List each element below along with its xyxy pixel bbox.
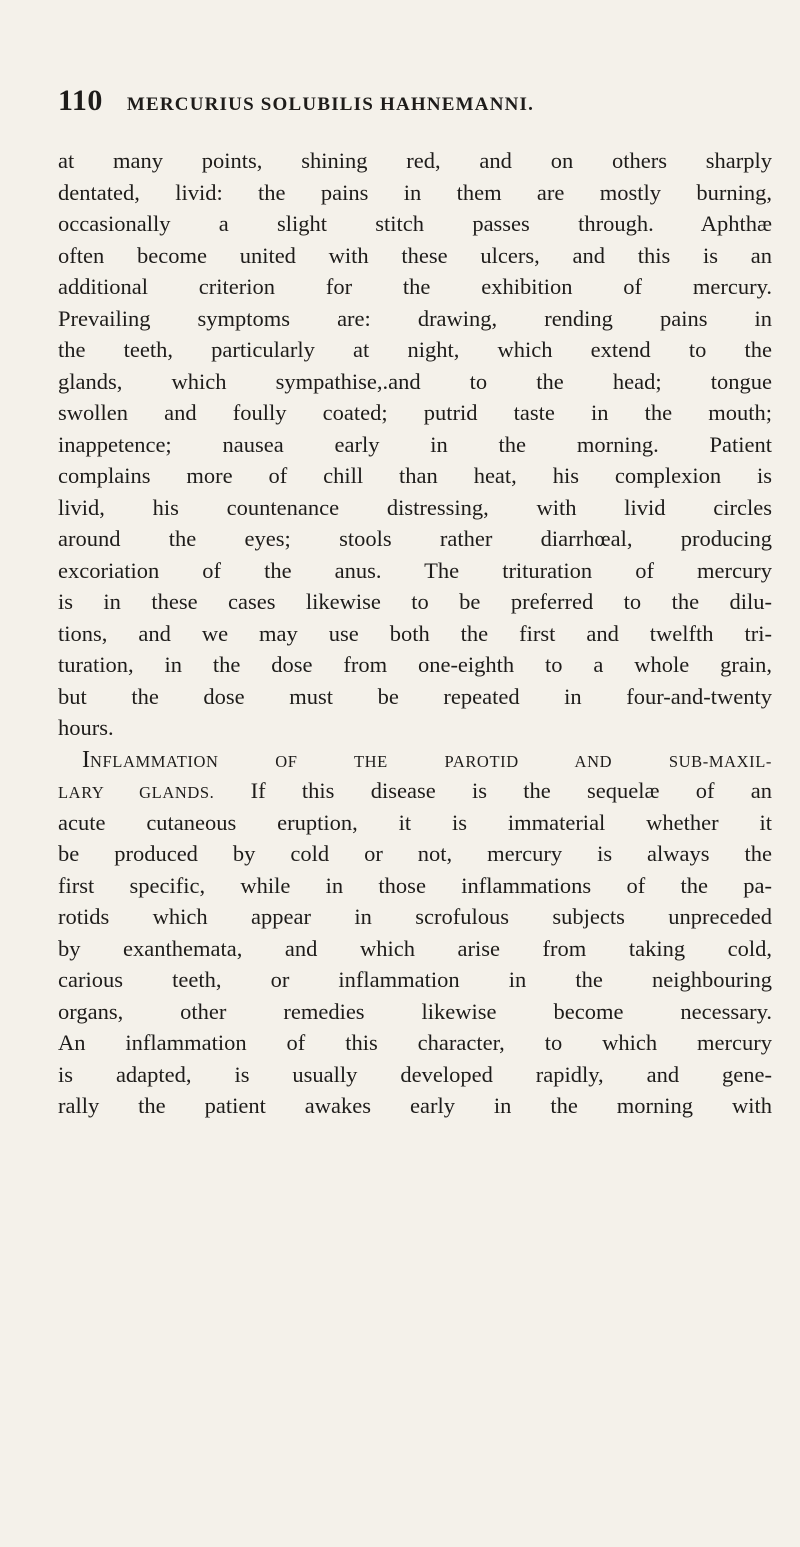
text-line [58, 775, 772, 807]
paragraph-2 [58, 744, 772, 1122]
text-line: Prevailing symptoms are: drawing, rending pains in [58, 305, 772, 331]
text-line: additional criterion for the exhibition of mercury. [58, 274, 772, 299]
text-line: rally the patient awakes early in the morning with [58, 1093, 772, 1118]
text-line: hours. [58, 715, 114, 740]
text-line: dentated, livid: the pains in them are mostly burning, [58, 179, 772, 205]
heading-initial: I [82, 746, 90, 773]
text-line: turation, in the dose from one-eighth to a whole grain, [58, 652, 772, 677]
text-line: is in these cases likewise to be preferred to the dilu- [58, 589, 772, 614]
text-line: often become united with these ulcers, and this is an [58, 242, 772, 268]
text-line: livid, his countenance distressing, with livid circles [58, 494, 772, 520]
text-line: be produced by cold or not, mercury is always the [58, 841, 772, 866]
text-line: acute cutaneous eruption, it is immaterial whether it [58, 809, 772, 835]
text-line: around the eyes; stools rather diarrhœal, producing [58, 526, 772, 551]
page-number: 110 [58, 84, 103, 117]
text-line: inappetence; nausea early in the morning. Patient [58, 431, 772, 457]
text-line: but the dose must be repeated in four-and-twenty [58, 683, 772, 709]
section-heading: NFLAMMATION OF THE PAROTID AND SUB-MAXIL- [90, 751, 772, 771]
text-line: at many points, shining red, and on others sharply [58, 148, 772, 173]
text-line: organs, other remedies likewise become necessary. [58, 998, 772, 1024]
text-line: occasionally a slight stitch passes through. Aphthæ [58, 211, 772, 236]
text-line: is adapted, is usually developed rapidly, and gene- [58, 1061, 772, 1087]
text-line: An inflammation of this character, to which mercury [58, 1030, 772, 1055]
text-line: the teeth, particularly at night, which extend to the [58, 337, 772, 362]
text-line: by exanthemata, and which arise from taking cold, [58, 935, 772, 961]
text-line: tions, and we may use both the first and twelfth tri- [58, 620, 772, 646]
text-line: rotids which appear in scrofulous subjects unpreceded [58, 904, 772, 929]
running-head [58, 84, 778, 124]
body-text [58, 145, 772, 1122]
text-line: excoriation of the anus. The trituration of mercury [58, 557, 772, 583]
text-line: carious teeth, or inflammation in the neighbouring [58, 967, 772, 992]
section-heading-line [58, 744, 772, 776]
section-heading-continued: LARY GLANDS. [58, 783, 215, 802]
running-title: MERCURIUS SOLUBILIS HAHNEMANNI. [126, 94, 535, 115]
text-line: swollen and foully coated; putrid taste in the mouth; [58, 400, 772, 425]
text-run: If this disease is the sequelæ of an [214, 778, 772, 803]
text-line: first specific, while in those inflammations of the pa- [58, 872, 772, 898]
paragraph-1 [58, 145, 772, 744]
text-line: glands, which sympathise,.and to the head; tongue [58, 368, 772, 394]
text-line: complains more of chill than heat, his complexion is [58, 463, 772, 488]
